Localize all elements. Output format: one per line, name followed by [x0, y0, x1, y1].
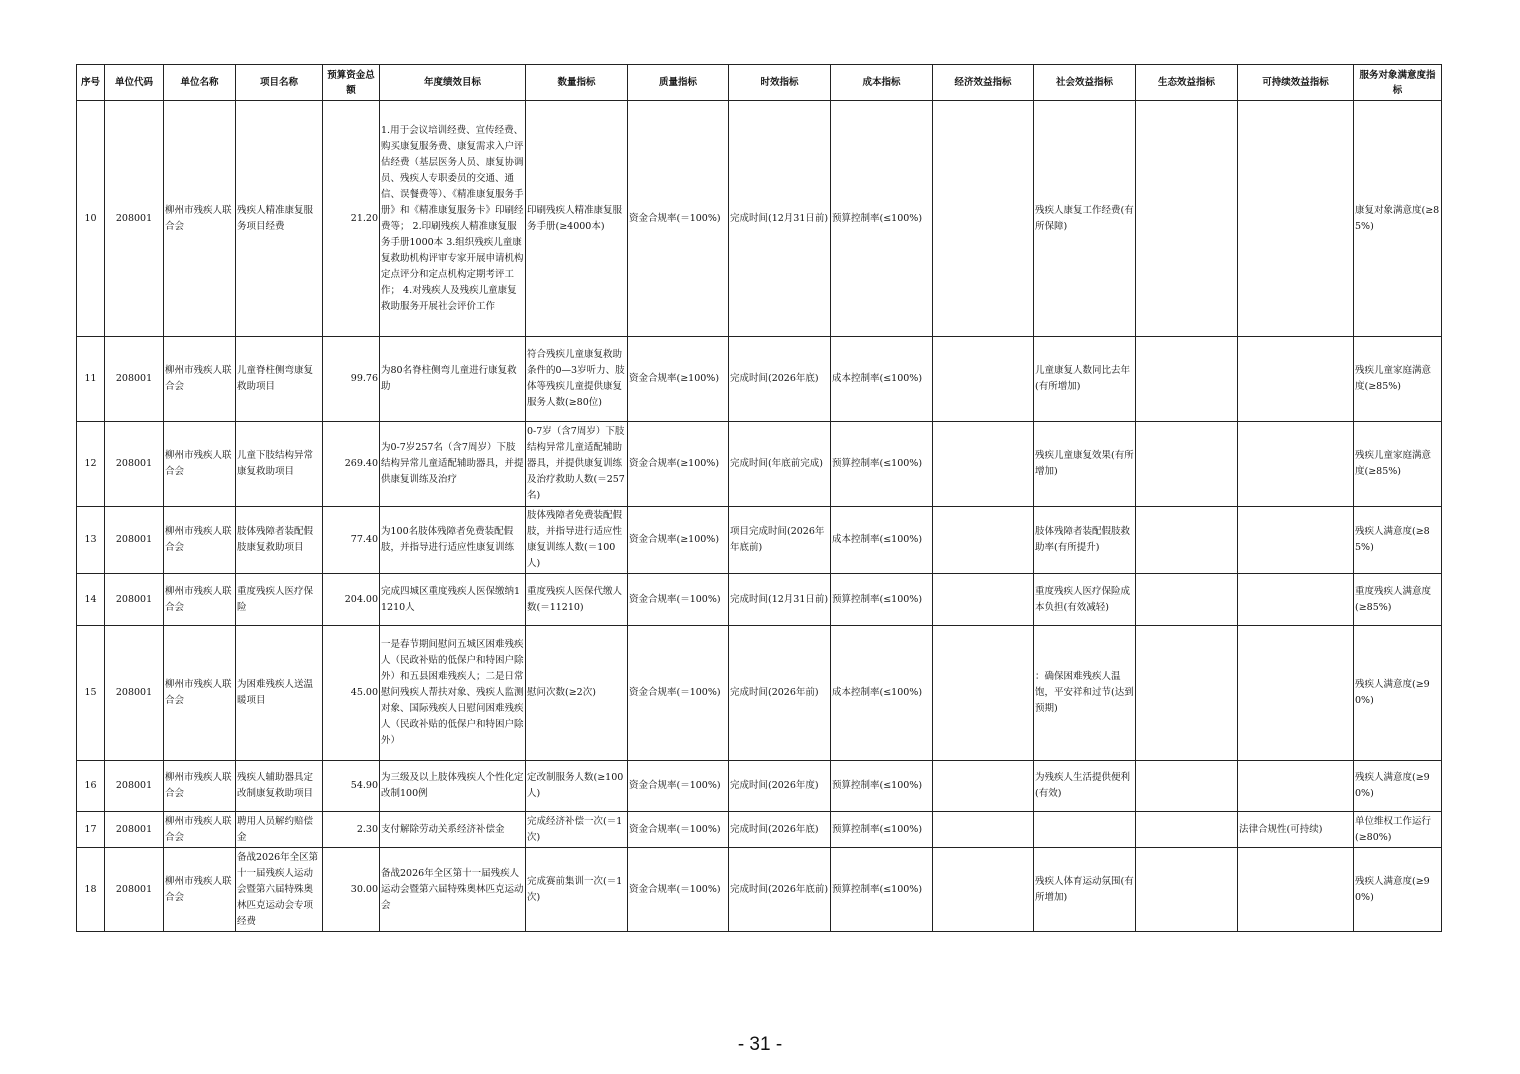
- quality-indicator-cell: 资金合规率(＝100%): [628, 812, 729, 848]
- unit-code-cell: 208001: [105, 101, 164, 337]
- satisfaction-indicator-cell: 重度残疾人满意度(≥85%): [1354, 574, 1442, 626]
- unit-name-cell: 柳州市残疾人联合会: [164, 812, 236, 848]
- social-indicator-cell: 肢体残障者装配假肢救助率(有所提升): [1034, 507, 1136, 574]
- quality-indicator-cell: 资金合规率(＝100%): [628, 761, 729, 812]
- quantity-indicator-cell: 0-7岁（含7周岁）下肢结构异常儿童适配辅助器具，并提供康复训练及治疗救助人数(＝257名): [526, 422, 628, 507]
- sustainable-indicator-cell: [1238, 574, 1354, 626]
- unit-code-cell: 208001: [105, 848, 164, 932]
- table-row: [77, 626, 1442, 761]
- quantity-indicator-cell: 符合残疾儿童康复救助条件的0—3岁听力、肢体等残疾儿童提供康复服务人数(≥80位): [526, 337, 628, 422]
- quality-indicator-cell: 资金合规率(＝100%): [628, 848, 729, 932]
- project-name-cell: 备战2026年全区第十一届残疾人运动会暨第六届特殊奥林匹克运动会专项经费: [236, 848, 323, 932]
- quality-indicator-cell: 资金合规率(≥100%): [628, 337, 729, 422]
- annual-goal-cell: 为三级及以上肢体残疾人个性化定改制100例: [380, 761, 526, 812]
- timeliness-indicator-cell: 完成时间(2026年底前): [729, 848, 831, 932]
- satisfaction-indicator-cell: 康复对象满意度(≥85%): [1354, 101, 1442, 337]
- economic-indicator-cell: [933, 848, 1034, 932]
- row-number-cell: 12: [77, 422, 105, 507]
- project-name-cell: 残疾人精准康复服务项目经费: [236, 101, 323, 337]
- economic-indicator-cell: [933, 337, 1034, 422]
- economic-indicator-cell: [933, 507, 1034, 574]
- sustainable-indicator-cell: [1238, 337, 1354, 422]
- quality-indicator-cell: 资金合规率(≥100%): [628, 422, 729, 507]
- row-number-cell: 13: [77, 507, 105, 574]
- cost-indicator-cell: 成本控制率(≤100%): [831, 337, 933, 422]
- sustainable-indicator-cell: 法律合规性(可持续): [1238, 812, 1354, 848]
- ecological-indicator-cell: [1136, 337, 1238, 422]
- economic-indicator-cell: [933, 422, 1034, 507]
- row-number-cell: 15: [77, 626, 105, 761]
- column-header: 可持续效益指标: [1238, 65, 1354, 101]
- quantity-indicator-cell: 定改制服务人数(≥100人): [526, 761, 628, 812]
- timeliness-indicator-cell: 项目完成时间(2026年年底前): [729, 507, 831, 574]
- unit-name-cell: 柳州市残疾人联合会: [164, 337, 236, 422]
- quantity-indicator-cell: 印刷残疾人精准康复服务手册(≥4000本): [526, 101, 628, 337]
- budget-amount-cell: 54.90: [323, 761, 380, 812]
- cost-indicator-cell: 预算控制率(≤100%): [831, 574, 933, 626]
- sustainable-indicator-cell: [1238, 761, 1354, 812]
- unit-name-cell: 柳州市残疾人联合会: [164, 626, 236, 761]
- sustainable-indicator-cell: [1238, 626, 1354, 761]
- quality-indicator-cell: 资金合规率(≥100%): [628, 507, 729, 574]
- economic-indicator-cell: [933, 812, 1034, 848]
- quantity-indicator-cell: 完成经济补偿一次(＝1次): [526, 812, 628, 848]
- cost-indicator-cell: 预算控制率(≤100%): [831, 422, 933, 507]
- column-header: 数量指标: [526, 65, 628, 101]
- cost-indicator-cell: 预算控制率(≤100%): [831, 812, 933, 848]
- cost-indicator-cell: 预算控制率(≤100%): [831, 848, 933, 932]
- sustainable-indicator-cell: [1238, 422, 1354, 507]
- satisfaction-indicator-cell: 残疾人满意度(≥85%): [1354, 507, 1442, 574]
- unit-name-cell: 柳州市残疾人联合会: [164, 848, 236, 932]
- unit-name-cell: 柳州市残疾人联合会: [164, 574, 236, 626]
- column-header: 生态效益指标: [1136, 65, 1238, 101]
- annual-goal-cell: 为0-7岁257名（含7周岁）下肢结构异常儿童适配辅助器具，并提供康复训练及治疗: [380, 422, 526, 507]
- budget-amount-cell: 99.76: [323, 337, 380, 422]
- unit-name-cell: 柳州市残疾人联合会: [164, 507, 236, 574]
- unit-code-cell: 208001: [105, 812, 164, 848]
- project-name-cell: 聘用人员解约赔偿金: [236, 812, 323, 848]
- satisfaction-indicator-cell: 残疾儿童家庭满意度(≥85%): [1354, 422, 1442, 507]
- annual-goal-cell: 备战2026年全区第十一届残疾人运动会暨第六届特殊奥林匹克运动会: [380, 848, 526, 932]
- social-indicator-cell: 残疾人体育运动氛围(有所增加): [1034, 848, 1136, 932]
- column-header: 单位名称: [164, 65, 236, 101]
- column-header: 成本指标: [831, 65, 933, 101]
- cost-indicator-cell: 成本控制率(≤100%): [831, 626, 933, 761]
- column-header: 质量指标: [628, 65, 729, 101]
- quantity-indicator-cell: 完成赛前集训一次(＝1次): [526, 848, 628, 932]
- annual-goal-cell: 支付解除劳动关系经济补偿金: [380, 812, 526, 848]
- table-header-row: [77, 65, 1442, 101]
- budget-amount-cell: 45.00: [323, 626, 380, 761]
- unit-code-cell: 208001: [105, 422, 164, 507]
- table-row: [77, 761, 1442, 812]
- social-indicator-cell: 残疾人康复工作经费(有所保障): [1034, 101, 1136, 337]
- unit-code-cell: 208001: [105, 626, 164, 761]
- social-indicator-cell: 为残疾人生活提供便利(有效): [1034, 761, 1136, 812]
- satisfaction-indicator-cell: 残疾人满意度(≥90%): [1354, 761, 1442, 812]
- budget-amount-cell: 77.40: [323, 507, 380, 574]
- cost-indicator-cell: 成本控制率(≤100%): [831, 507, 933, 574]
- project-name-cell: 儿童脊柱侧弯康复救助项目: [236, 337, 323, 422]
- unit-code-cell: 208001: [105, 507, 164, 574]
- table-row: [77, 422, 1442, 507]
- table-row: [77, 574, 1442, 626]
- annual-goal-cell: 完成四城区重度残疾人医保缴纳11210人: [380, 574, 526, 626]
- ecological-indicator-cell: [1136, 761, 1238, 812]
- row-number-cell: 16: [77, 761, 105, 812]
- unit-name-cell: 柳州市残疾人联合会: [164, 101, 236, 337]
- ecological-indicator-cell: [1136, 574, 1238, 626]
- table-row: [77, 848, 1442, 932]
- table-body: [77, 101, 1442, 932]
- sustainable-indicator-cell: [1238, 507, 1354, 574]
- timeliness-indicator-cell: 完成时间(年底前完成): [729, 422, 831, 507]
- quality-indicator-cell: 资金合规率(＝100%): [628, 101, 729, 337]
- timeliness-indicator-cell: 完成时间(2026年度): [729, 761, 831, 812]
- row-number-cell: 17: [77, 812, 105, 848]
- annual-goal-cell: 1.用于会议培训经费、宣传经费、购买康复服务费、康复需求入户评估经费（基层医务人员、康复协调员、残疾人专职委员的交通、通信、误餐费等）、《精准康复服务手册》和《精准康复服务卡》印刷经费等； 2.印刷残疾人精准康复服务手册1000本 3.组织残疾儿童康复救助机构评审专家开展申请机构定点评分和定点机构定期考评工作； 4.对残疾人及残疾儿童康复救助服务开展社会评价工作: [380, 101, 526, 337]
- satisfaction-indicator-cell: 单位维权工作运行(≥80%): [1354, 812, 1442, 848]
- budget-amount-cell: 2.30: [323, 812, 380, 848]
- column-header: 预算资金总额: [323, 65, 380, 101]
- row-number-cell: 18: [77, 848, 105, 932]
- table-row: [77, 507, 1442, 574]
- satisfaction-indicator-cell: 残疾儿童家庭满意度(≥85%): [1354, 337, 1442, 422]
- column-header: 时效指标: [729, 65, 831, 101]
- social-indicator-cell: ：确保困难残疾人温饱，平安祥和过节(达到预期): [1034, 626, 1136, 761]
- sustainable-indicator-cell: [1238, 848, 1354, 932]
- timeliness-indicator-cell: 完成时间(2026年底): [729, 812, 831, 848]
- project-name-cell: 为困难残疾人送温暖项目: [236, 626, 323, 761]
- annual-goal-cell: 为80名脊柱侧弯儿童进行康复救助: [380, 337, 526, 422]
- ecological-indicator-cell: [1136, 507, 1238, 574]
- row-number-cell: 14: [77, 574, 105, 626]
- quantity-indicator-cell: 慰问次数(≥2次): [526, 626, 628, 761]
- ecological-indicator-cell: [1136, 422, 1238, 507]
- quantity-indicator-cell: 肢体残障者免费装配假肢，并指导进行适应性康复训练人数(＝100人): [526, 507, 628, 574]
- unit-code-cell: 208001: [105, 574, 164, 626]
- social-indicator-cell: 残疾儿童康复效果(有所增加): [1034, 422, 1136, 507]
- quantity-indicator-cell: 重度残疾人医保代缴人数(＝11210): [526, 574, 628, 626]
- timeliness-indicator-cell: 完成时间(12月31日前): [729, 101, 831, 337]
- row-number-cell: 11: [77, 337, 105, 422]
- quality-indicator-cell: 资金合规率(＝100%): [628, 626, 729, 761]
- cost-indicator-cell: 预算控制率(≤100%): [831, 761, 933, 812]
- project-name-cell: 残疾人辅助器具定改制康复救助项目: [236, 761, 323, 812]
- unit-code-cell: 208001: [105, 761, 164, 812]
- project-name-cell: 儿童下肢结构异常康复救助项目: [236, 422, 323, 507]
- timeliness-indicator-cell: 完成时间(2026年底): [729, 337, 831, 422]
- unit-name-cell: 柳州市残疾人联合会: [164, 761, 236, 812]
- row-number-cell: 10: [77, 101, 105, 337]
- satisfaction-indicator-cell: 残疾人满意度(≥90%): [1354, 848, 1442, 932]
- table-row: [77, 812, 1442, 848]
- economic-indicator-cell: [933, 761, 1034, 812]
- economic-indicator-cell: [933, 574, 1034, 626]
- budget-amount-cell: 204.00: [323, 574, 380, 626]
- project-name-cell: 肢体残障者装配假肢康复救助项目: [236, 507, 323, 574]
- satisfaction-indicator-cell: 残疾人满意度(≥90%): [1354, 626, 1442, 761]
- budget-amount-cell: 269.40: [323, 422, 380, 507]
- social-indicator-cell: 重度残疾人医疗保险成本负担(有效减轻): [1034, 574, 1136, 626]
- timeliness-indicator-cell: 完成时间(12月31日前): [729, 574, 831, 626]
- column-header: 年度绩效目标: [380, 65, 526, 101]
- annual-goal-cell: 为100名肢体残障者免费装配假肢，并指导进行适应性康复训练: [380, 507, 526, 574]
- cost-indicator-cell: 预算控制率(≤100%): [831, 101, 933, 337]
- timeliness-indicator-cell: 完成时间(2026年前): [729, 626, 831, 761]
- page-number: - 31 -: [737, 1034, 783, 1055]
- sustainable-indicator-cell: [1238, 101, 1354, 337]
- column-header: 服务对象满意度指标: [1354, 65, 1442, 101]
- column-header: 经济效益指标: [933, 65, 1034, 101]
- column-header: 序号: [77, 65, 105, 101]
- unit-name-cell: 柳州市残疾人联合会: [164, 422, 236, 507]
- performance-table: [76, 64, 1442, 932]
- project-name-cell: 重度残疾人医疗保险: [236, 574, 323, 626]
- economic-indicator-cell: [933, 101, 1034, 337]
- annual-goal-cell: 一是春节期间慰问五城区困难残疾人（民政补贴的低保户和特困户除外）和五县困难残疾人；二是日常慰问残疾人帮扶对象、残疾人监测对象、国际残疾人日慰问困难残疾人（民政补贴的低保户和特困户除外）: [380, 626, 526, 761]
- social-indicator-cell: 儿童康复人数同比去年(有所增加): [1034, 337, 1136, 422]
- column-header: 社会效益指标: [1034, 65, 1136, 101]
- budget-amount-cell: 30.00: [323, 848, 380, 932]
- ecological-indicator-cell: [1136, 812, 1238, 848]
- quality-indicator-cell: 资金合规率(＝100%): [628, 574, 729, 626]
- social-indicator-cell: [1034, 812, 1136, 848]
- budget-amount-cell: 21.20: [323, 101, 380, 337]
- unit-code-cell: 208001: [105, 337, 164, 422]
- column-header: 单位代码: [105, 65, 164, 101]
- table-row: [77, 101, 1442, 337]
- table-row: [77, 337, 1442, 422]
- column-header: 项目名称: [236, 65, 323, 101]
- economic-indicator-cell: [933, 626, 1034, 761]
- ecological-indicator-cell: [1136, 848, 1238, 932]
- ecological-indicator-cell: [1136, 626, 1238, 761]
- ecological-indicator-cell: [1136, 101, 1238, 337]
